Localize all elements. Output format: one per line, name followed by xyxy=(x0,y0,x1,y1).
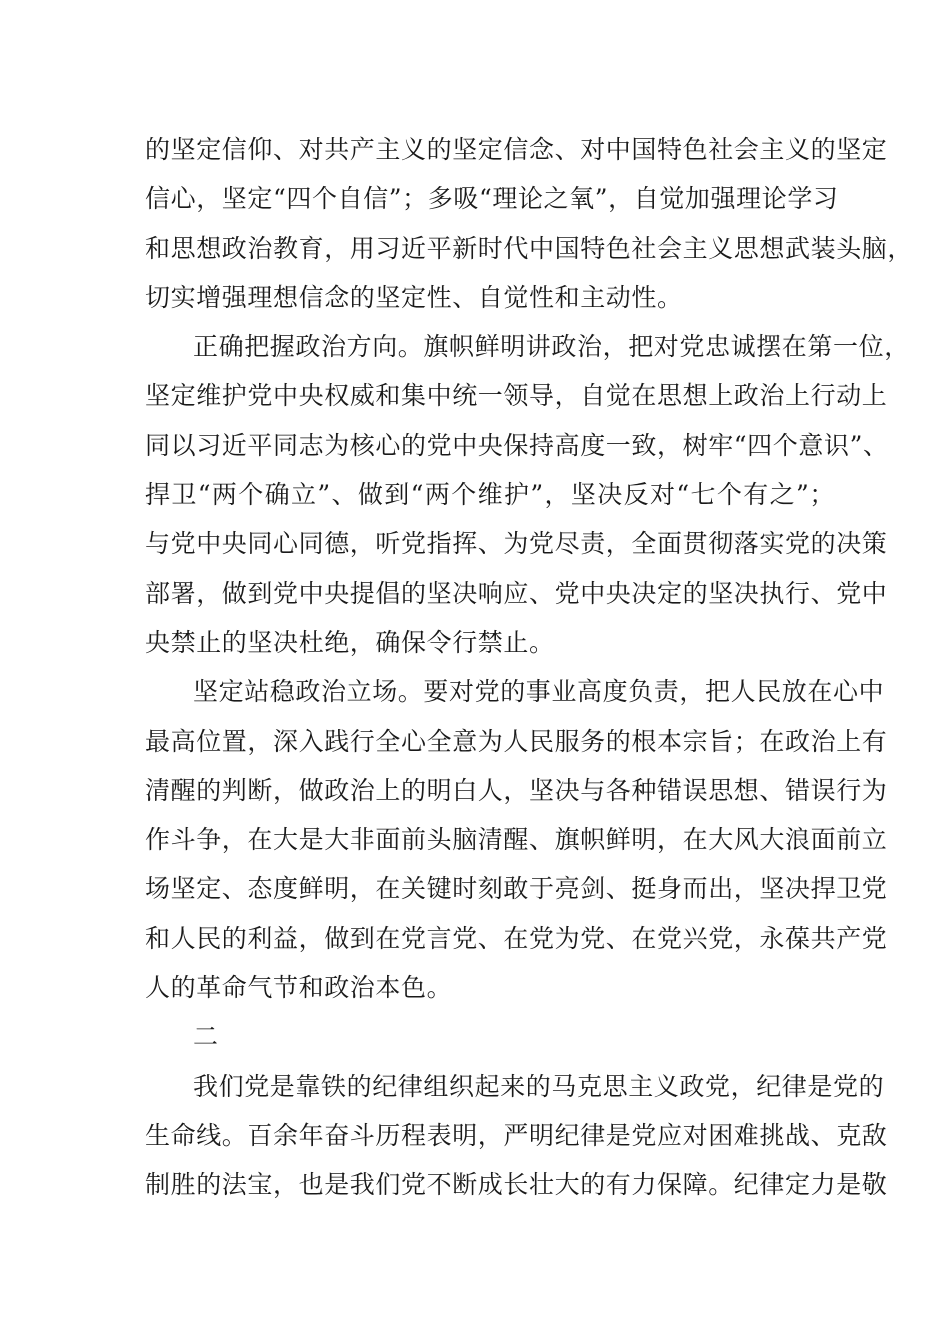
text-line: 部署，做到党中央提倡的坚决响应、党中央决定的坚决执行、党中 xyxy=(145,578,888,608)
text-line: 与党中央同心同德，听党指挥、为党尽责，全面贯彻落实党的决策 xyxy=(145,529,888,559)
text-line: 清醒的判断，做政治上的明白人，坚决与各种错误思想、错误行为 xyxy=(145,775,888,805)
text-line: 场坚定、态度鲜明，在关键时刻敢于亮剑、挺身而出，坚决捍卫党 xyxy=(145,874,888,904)
section-heading: 二 xyxy=(193,1022,219,1052)
text-line: 央禁止的坚决杜绝，确保令行禁止。 xyxy=(145,627,555,657)
text-line: 切实增强理想信念的坚定性、自觉性和主动性。 xyxy=(145,282,683,312)
text-line: 制胜的法宝，也是我们党不断成长壮大的有力保障。纪律定力是敬 xyxy=(145,1170,888,1200)
text-line: 最高位置，深入践行全心全意为人民服务的根本宗旨；在政治上有 xyxy=(145,726,888,756)
text-line: 和人民的利益，做到在党言党、在党为党、在党兴党，永葆共产党 xyxy=(145,923,888,953)
paragraph-first-line: 我们党是靠铁的纪律组织起来的马克思主义政党，纪律是党的 xyxy=(193,1071,885,1101)
text-line: 作斗争，在大是大非面前头脑清醒、旗帜鲜明，在大风大浪面前立 xyxy=(145,825,888,855)
text-line: 捍卫“两个确立”、做到“两个维护”，坚决反对“七个有之”； xyxy=(145,480,835,510)
text-line: 人的革命气节和政治本色。 xyxy=(145,973,453,1003)
paragraph-first-line: 坚定站稳政治立场。要对党的事业高度负责，把人民放在心中 xyxy=(193,677,885,707)
text-line: 的坚定信仰、对共产主义的坚定信念、对中国特色社会主义的坚定 xyxy=(145,135,888,164)
text-line: 生命线。百余年奋斗历程表明，严明纪律是党应对困难挑战、克敌 xyxy=(145,1120,888,1150)
body-text xyxy=(145,125,914,1210)
text-line: 同以习近平同志为核心的党中央保持高度一致，树牢“四个意识”、 xyxy=(145,430,889,460)
text-line: 信心，坚定“四个自信”；多吸“理论之氧”，自觉加强理论学习 xyxy=(145,184,839,214)
text-line: 坚定维护党中央权威和集中统一领导，自觉在思想上政治上行动上 xyxy=(145,381,888,411)
paragraph-first-line: 正确把握政治方向。旗帜鲜明讲政治，把对党忠诚摆在第一位， xyxy=(193,332,910,362)
text-line: 和思想政治教育，用习近平新时代中国特色社会主义思想武装头脑， xyxy=(145,233,914,263)
